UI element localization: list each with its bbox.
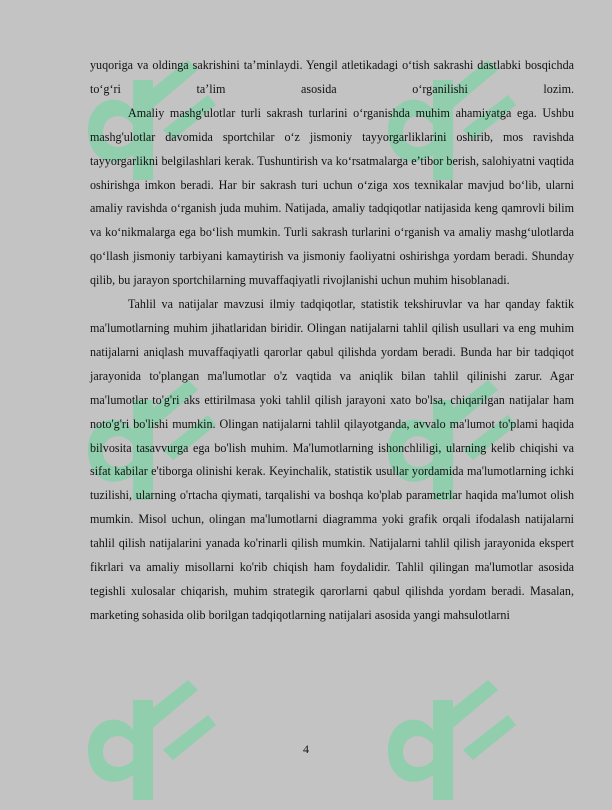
watermark-logo-icon <box>78 660 218 810</box>
body-text <box>90 54 574 628</box>
paragraph-analysis-results: Tahlil va natijalar mavzusi ilmiy tadqiqotlar, statistik tekshiruvlar va har qanday faktik ma'lumotlarning muhim jihatlaridan biridir. Olingan natijalarni tahlil qilish usullari va eng muhim natijalarni aniqlash muvaffaqiyatli qarorlar qabul qilishda yordam beradi. Bunda har bir tadqiqot jarayonida to'plangan ma'lumotlar o'z vaqtida va aniqlik bilan tahlil qilinishi zarur. Agar ma'lumotlar to'g'ri aks ettirilmasa yoki tahlil qilish jarayoni xato bo'lsa, chiqarilgan natijalar ham noto'g'ri bo'lishi mumkin. Olingan natijalarni tahlil qilayotganda, avvalo ma'lumot to'plami haqida bilvosita tasavvurga ega bo'lish muhim. Ma'lumotlarning ishonchliligi, ularning kelib chiqishi va sifat kabilar e'tiborga olinishi kerak. Keyinchalik, statistik usullar yordamida ma'lumotlarning ichki tuzilishi, ularning o'rtacha qiymati, tarqalishi va boshqa ko'plab parametrlar haqida ma'lumot olish mumkin. Misol uchun, olingan ma'lumotlarni diagramma yoki grafik orqali ifodalash natijalarni tahlil qilish natijalarini yanada ko'rinarli qilish mumkin. Natijalarni tahlil qilish jarayonida ekspert fikrlari va amaliy misollarni ko'rib chiqish ham foydalidir. Tahlil qilingan ma'lumotlar asosida tegishli xulosalar chiqarish, muhim strategik qarorlarni qabul qilishda yordam beradi. Masalan, marketing sohasida olib borilgan tadqiqotlarning natijalari asosida yangi mahsulotlarni <box>90 297 574 622</box>
paragraph-practical-training: Amaliy mashg'ulotlar turli sakrash turlarini o‘rganishda muhim ahamiyatga ega. Ushbu mashg'ulotlar davomida sportchilar o‘z jismoniy tayyorgarliklarini oshirib, mos ravishda tayyorgarlikni belgilashlari kerak. Tushuntirish va ko‘rsatmalarga e’tibor berish, salohiyatni vaqtida oshirishga imkon beradi. Har bir sakrash turi uchun o‘ziga xos texnikalar mavjud bo‘lib, ularni amaliy ravishda o‘rganish juda muhim. Natijada, amaliy tadqiqotlar natijasida keng qamrovli bilim va ko‘nikmalarga ega bo‘lish mumkin. Turli sakrash turlarini o‘rganish va amaliy mashg‘ulotlarda qo‘llash jismoniy tarbiyani kamaytirish va jismoniy faoliyatni oshirishga yordam beradi. Shunday qilib, bu jarayon sportchilarning muvaffaqiyatli rivojlanishi uchun muhim hisoblanadi. <box>90 105 574 288</box>
page-number: 4 <box>303 742 309 756</box>
paragraph-continuation: yuqoriga va oldinga sakrishini ta’minlaydi. Yengil atletikadagi o‘tish sakrashi dastlabki bosqichda to‘g‘ri ta’lim asosida o‘rganilishi lozim. <box>90 58 574 96</box>
watermark-logo-icon <box>378 660 518 810</box>
